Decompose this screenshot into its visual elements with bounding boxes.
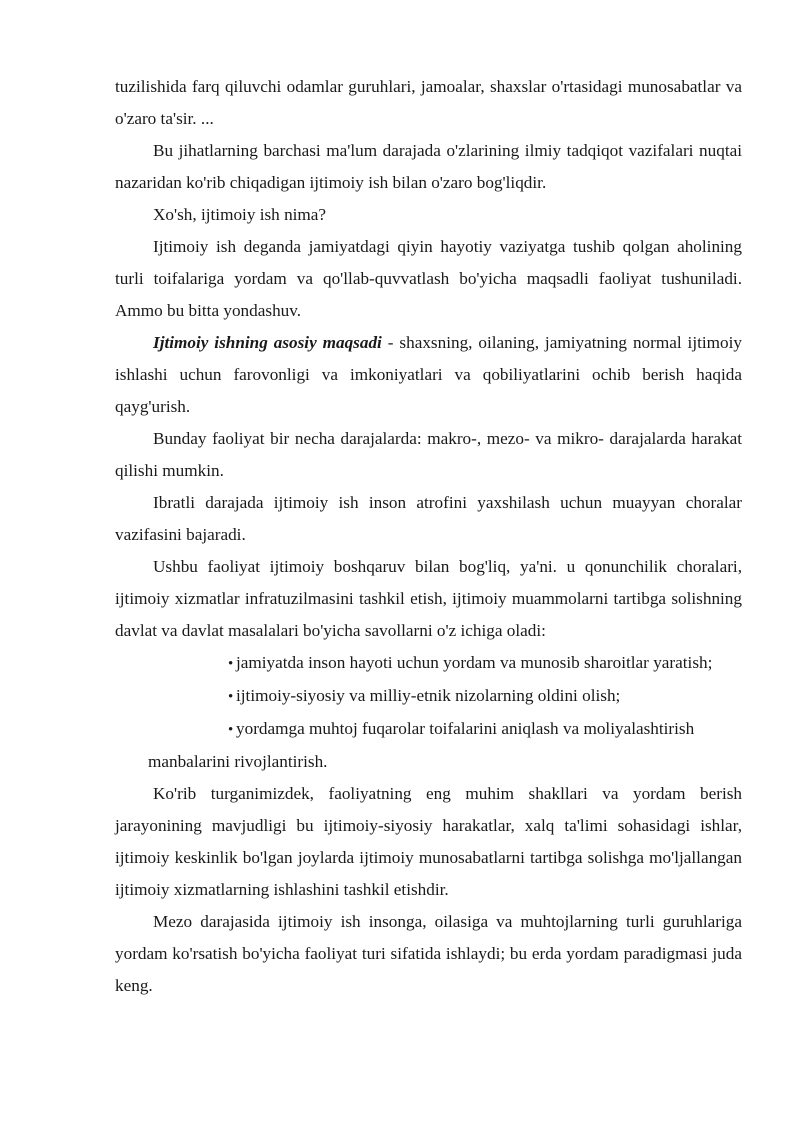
bullet-marker: • <box>228 656 234 672</box>
list-item-text: yordamga muhtoj fuqarolar toifalarini aniqlash va moliyalashtirish <box>236 719 695 738</box>
bullet-marker: • <box>228 689 234 705</box>
list-item-text: ijtimoiy-siyosiy va milliy-etnik nizolarning oldini olish; <box>236 686 621 705</box>
paragraph-social-management: Ushbu faoliyat ijtimoiy boshqaruv bilan bog'liq, ya'ni. u qonunchilik choralari, ijtimoiy xizmatlar infratuzilmasini tashkil etish, ijtimoiy muammolarni tartibga solishning davlat va davlat masalalari bo'yicha savollarni o'z ichiga oladi: <box>115 557 742 640</box>
paragraph-question: Xo'sh, ijtimoiy ish nima? <box>153 205 327 224</box>
main-goal-text: - shaxsning, oilaning, jamiyatning normal ijtimoiy ishlashi uchun farovonligi va imkoniyatlari va qobiliyatlarini ochib berish haqida qayg'urish. <box>115 333 742 416</box>
list-item-continuation <box>148 746 742 778</box>
paragraph-macro-level: Ibratli darajada ijtimoiy ish inson atrofini yaxshilash uchun muayyan choralar vazifasini bajaradi. <box>115 493 742 544</box>
list-item <box>115 647 742 680</box>
paragraph-continuation: tuzilishida farq qiluvchi odamlar guruhlari, jamoalar, shaxslar o'rtasidagi munosabatlar va o'zaro ta'sir. ... <box>115 77 742 128</box>
document-page <box>115 71 742 1002</box>
list-item-text: jamiyatda inson hayoti uchun yordam va munosib sharoitlar yaratish; <box>236 653 713 672</box>
paragraph-levels: Bunday faoliyat bir necha darajalarda: makro-, mezo- va mikro- darajalarda harakat qilishi mumkin. <box>115 429 742 480</box>
paragraph-definition: Ijtimoiy ish deganda jamiyatdagi qiyin hayotiy vaziyatga tushib qolgan aholining turli toifalariga yordam va qo'llab-quvvatlash bo'yicha maqsadli faoliyat tushuniladi. Ammo bu bitta yondashuv. <box>115 237 742 320</box>
bullet-list <box>115 647 742 778</box>
term-main-goal: Ijtimoiy ishning asosiy maqsadi <box>153 333 382 352</box>
list-item <box>115 680 742 713</box>
bullet-marker: • <box>228 722 234 738</box>
paragraph-aspects: Bu jihatlarning barchasi ma'lum darajada o'zlarining ilmiy tadqiqot vazifalari nuqtai nazaridan ko'rib chiqadigan ijtimoiy ish bilan o'zaro bog'liqdir. <box>115 141 742 192</box>
list-item <box>115 713 742 778</box>
paragraph-main-goal <box>115 327 742 423</box>
paragraph-forms: Ko'rib turganimizdek, faoliyatning eng muhim shakllari va yordam berish jarayonining mavjudligi bu ijtimoiy-siyosiy harakatlar, xalq ta'limi sohasidagi ishlar, ijtimoiy keskinlik bo'lgan joylarda ijtimoiy munosabatlarni tartibga solishga mo'ljallangan ijtimoiy xizmatlarning ishlashini tashkil etishdir. <box>115 784 742 899</box>
paragraph-meso-level: Mezo darajasida ijtimoiy ish insonga, oilasiga va muhtojlarning turli guruhlariga yordam ko'rsatish bo'yicha faoliyat turi sifatida ishlaydi; bu erda yordam paradigmasi juda keng. <box>115 912 742 995</box>
list-item-continuation-text: manbalarini rivojlantirish. <box>148 752 328 771</box>
